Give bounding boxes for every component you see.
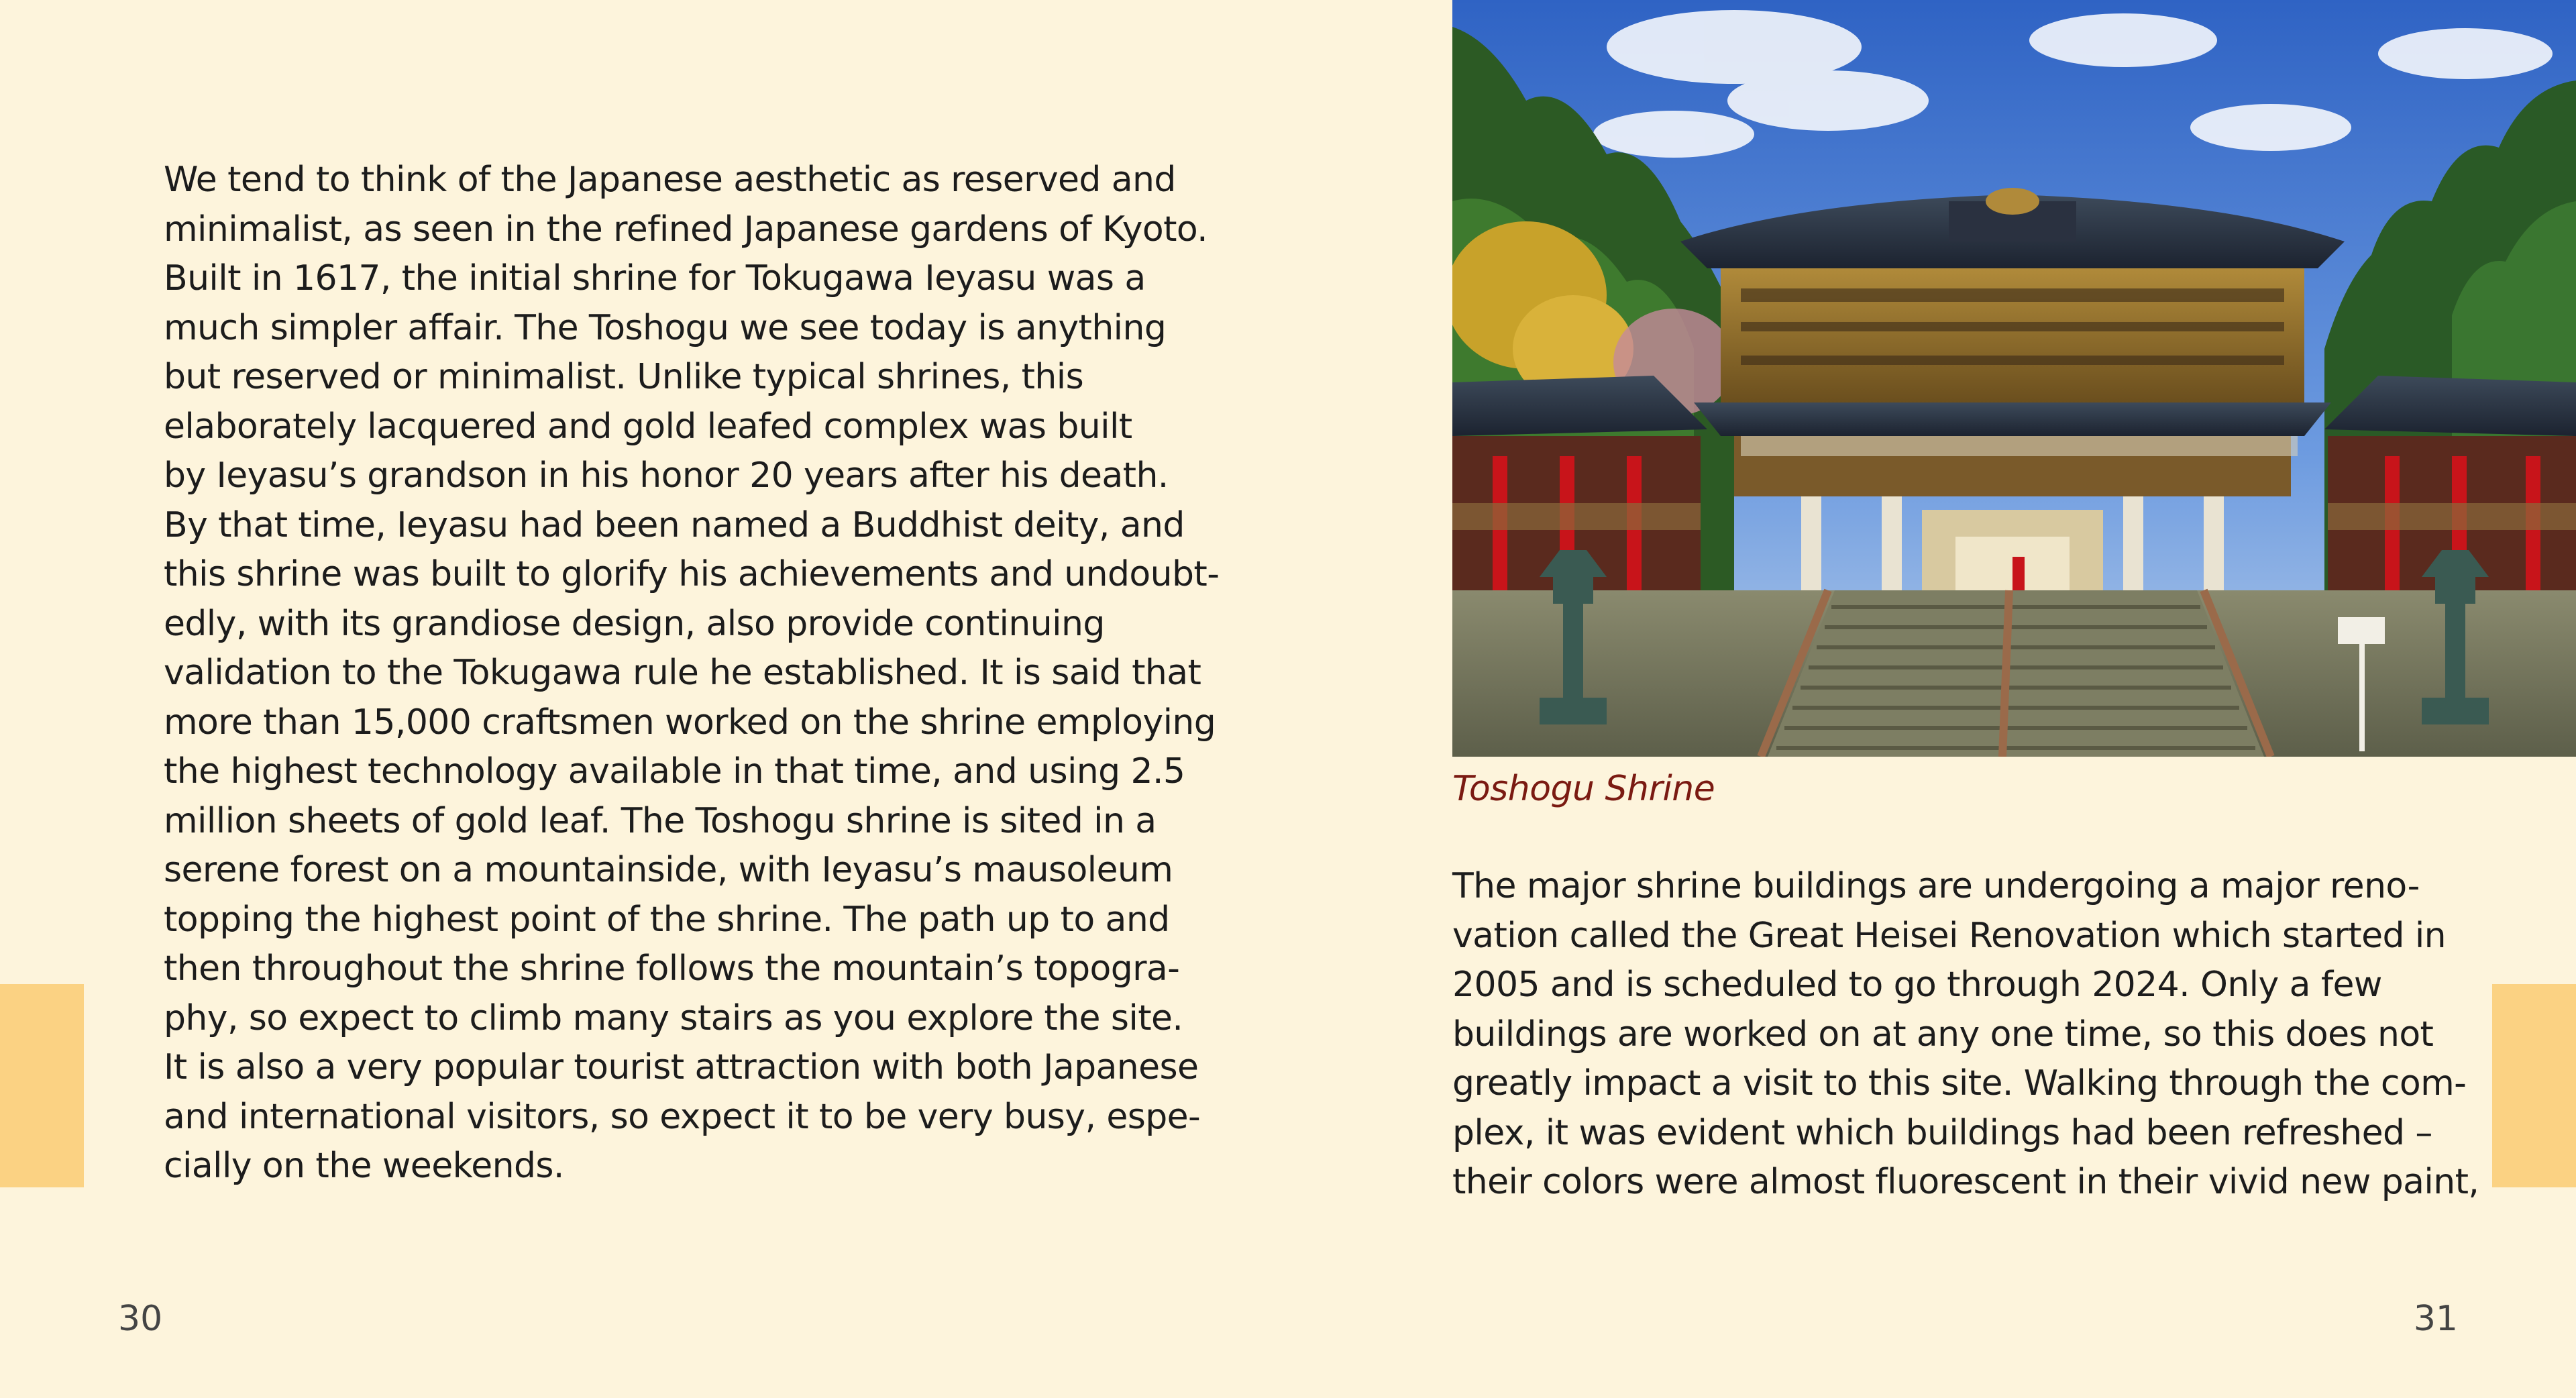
text-line: and international visitors, so expect it to be very busy, espe- — [164, 1096, 1201, 1137]
text-line: the highest technology available in that time, and using 2.5 — [164, 751, 1185, 792]
text-line: their colors were almost fluorescent in their vivid new paint, — [1452, 1162, 2479, 1202]
text-line: cially on the weekends. — [164, 1146, 564, 1186]
text-line: The major shrine buildings are undergoing a major reno- — [1452, 866, 2420, 906]
text-line: minimalist, as seen in the refined Japanese gardens of Kyoto. — [164, 209, 1208, 250]
text-line: million sheets of gold leaf. The Toshogu shrine is sited in a — [164, 800, 1157, 841]
text-line: by Ieyasu’s grandson in his honor 20 years after his death. — [164, 455, 1169, 496]
page-number-left: 30 — [118, 1299, 163, 1339]
text-line: plex, it was evident which buildings had been refreshed – — [1452, 1112, 2432, 1153]
text-line: then throughout the shrine follows the mountain’s topogra- — [164, 949, 1180, 989]
text-line: We tend to think of the Japanese aesthetic as reserved and — [164, 160, 1176, 200]
text-line: phy, so expect to climb many stairs as you explore the site. — [164, 998, 1183, 1038]
text-line: elaborately lacquered and gold leafed complex was built — [164, 406, 1132, 447]
text-line: greatly impact a visit to this site. Walking through the com- — [1452, 1063, 2467, 1104]
text-line: Built in 1617, the initial shrine for Tokugawa Ieyasu was a — [164, 258, 1146, 299]
page-number-right: 31 — [2413, 1299, 2458, 1339]
left-page-paragraph — [164, 156, 1219, 1191]
text-line: 2005 and is scheduled to go through 2024. Only a few — [1452, 965, 2382, 1005]
photo-caption: Toshogu Shrine — [1452, 769, 1715, 809]
text-line: validation to the Tokugawa rule he established. It is said that — [164, 653, 1201, 693]
text-line: but reserved or minimalist. Unlike typical shrines, this — [164, 357, 1084, 397]
text-line: serene forest on a mountainside, with Ieyasu’s mausoleum — [164, 850, 1173, 890]
right-page — [1452, 0, 2576, 1398]
text-line: topping the highest point of the shrine. The path up to and — [164, 899, 1170, 940]
text-line: buildings are worked on at any one time, so this does not — [1452, 1014, 2434, 1055]
shrine-photo — [1452, 0, 2576, 757]
toshogu-shrine-illustration — [1452, 0, 2576, 757]
text-line: edly, with its grandiose design, also provide continuing — [164, 603, 1105, 644]
text-line: much simpler affair. The Toshogu we see today is anything — [164, 307, 1167, 348]
text-line: this shrine was built to glorify his achievements and undoubt- — [164, 554, 1220, 594]
text-line: It is also a very popular tourist attraction with both Japanese — [164, 1047, 1199, 1087]
text-line: vation called the Great Heisei Renovation which started in — [1452, 915, 2447, 956]
text-line: more than 15,000 craftsmen worked on the shrine employing — [164, 702, 1216, 743]
text-line: By that time, Ieyasu had been named a Buddhist deity, and — [164, 504, 1185, 545]
right-page-paragraph — [1452, 862, 2479, 1207]
